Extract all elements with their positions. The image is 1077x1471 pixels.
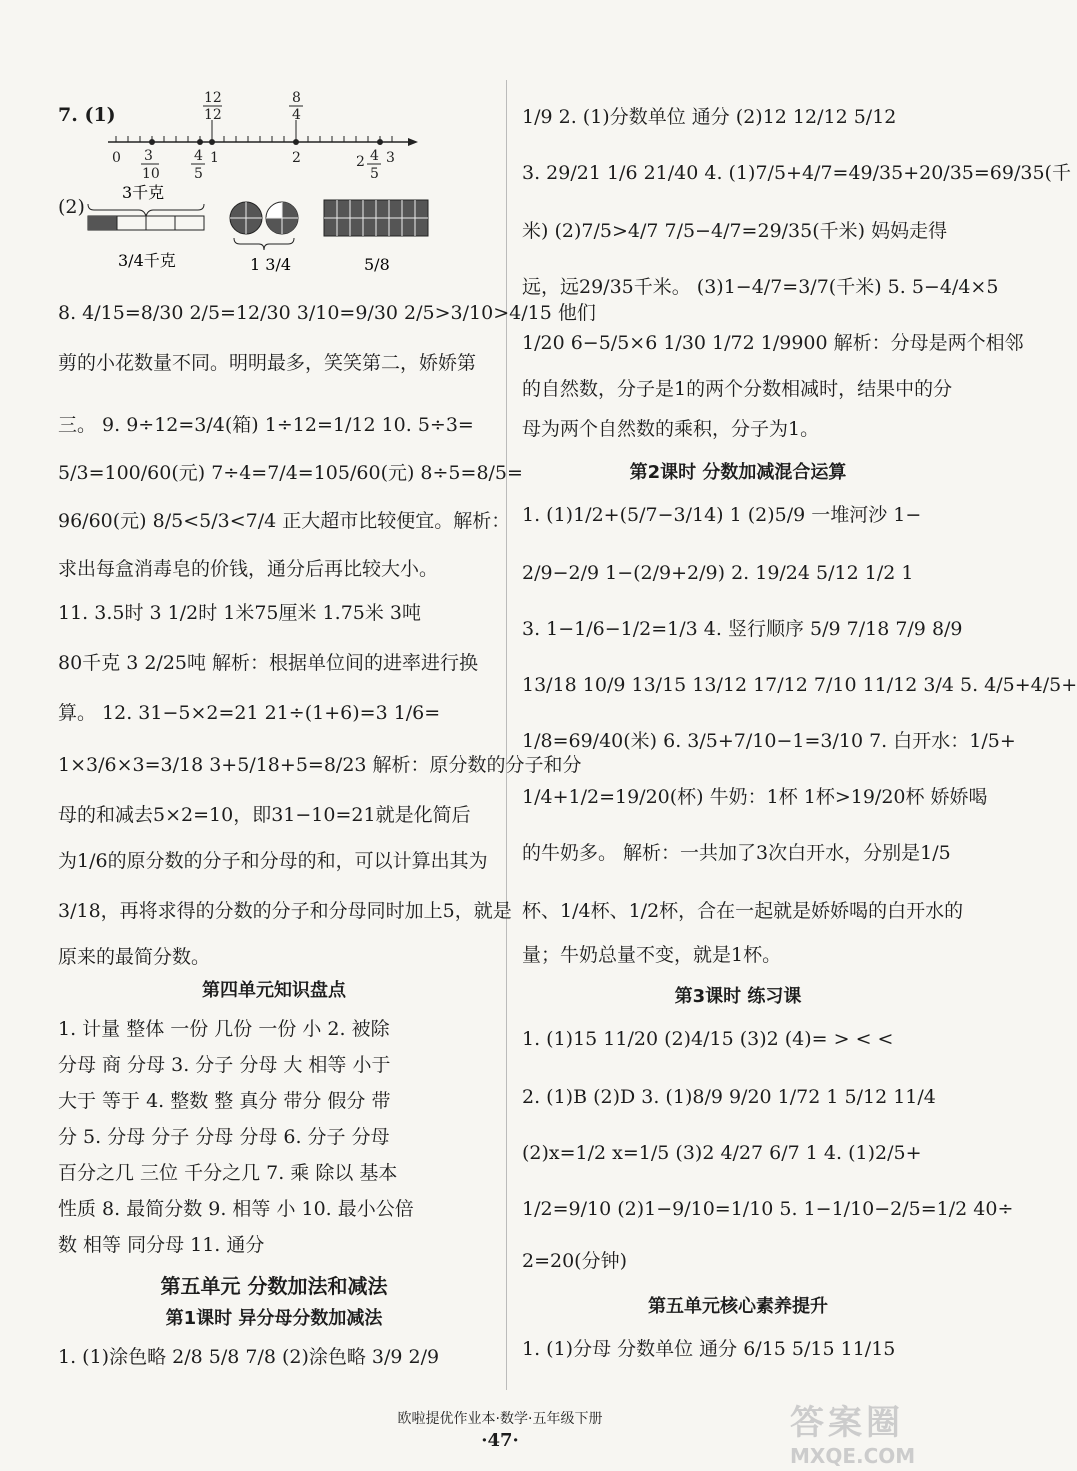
left-line-3: 三。 9. 9÷12=3/4(箱) 1÷12=1/12 10. 5÷3= — [58, 414, 474, 436]
right-a-1: 1/9 2. (1)分数单位 通分 (2)12 12/12 5/12 — [522, 106, 897, 128]
right-c-1: 1. (1)15 11/20 (2)4/15 (3)2 (4)= > < < — [522, 1028, 894, 1050]
right-b-5: 1/8=69/40(米) 6. 3/5+7/10−1=3/10 7. 白开水：1/5+ — [522, 730, 1016, 752]
svg-text:0: 0 — [112, 150, 121, 166]
watermark-line1: 答案圈 — [790, 1403, 904, 1443]
right-b-4: 13/18 10/9 13/15 13/12 17/12 7/10 11/12 3/4 5. 4/5+4/5+ — [522, 674, 1077, 696]
right-a-3: 米) (2)7/5>4/7 7/5−4/7=29/35(千米) 妈妈走得 — [522, 220, 948, 242]
section-unit4-title: 第四单元知识盘点 — [202, 980, 346, 1001]
right-b-8: 杯、1/4杯、1/2杯，合在一起就是娇娇喝的白开水的 — [522, 900, 964, 922]
q7-2-label: (2) — [58, 196, 85, 218]
left-line-4: 5/3=100/60(元) 7÷4=7/4=105/60(元) 8÷5=8/5= — [58, 462, 523, 484]
left-line-2: 剪的小花数量不同。明明最多，笑笑第二，娇娇第 — [58, 352, 477, 374]
watermark-line2: MXQE.COM — [790, 1444, 916, 1468]
svg-text:5: 5 — [194, 166, 203, 182]
core-q1: 1. (1)分母 分数单位 通分 6/15 5/15 11/15 — [522, 1338, 896, 1360]
footer-book-title: 欧啦提优作业本·数学·五年级下册 — [397, 1411, 603, 1427]
left-line-12: 为1/6的原分数的分子和分母的和，可以计算出其为 — [58, 850, 488, 872]
lesson1-title: 第1课时 异分母分数加减法 — [165, 1308, 383, 1329]
svg-text:12: 12 — [204, 90, 222, 106]
right-b-3: 3. 1−1/6−1/2=1/3 4. 竖行顺序 5/9 7/18 7/9 8/9 — [522, 618, 963, 640]
right-b-1: 1. (1)1/2+(5/7−3/14) 1 (2)5/9 一堆河沙 1− — [522, 504, 922, 526]
svg-text:2: 2 — [292, 150, 301, 166]
unit4-line-5: 百分之几 三位 千分之几 7. 乘 除以 基本 — [58, 1162, 398, 1184]
fig-58: 5/8 — [364, 255, 390, 274]
svg-text:12: 12 — [204, 107, 222, 123]
number-line-figure — [108, 90, 428, 180]
left-line-13: 3/18，再将求得的分数的分子和分母同时加上5，就是 — [58, 900, 512, 922]
core-title: 第五单元核心素养提升 — [648, 1296, 828, 1317]
fraction-figures — [84, 182, 524, 282]
right-b-2: 2/9−2/9 1−(2/9+2/9) 2. 19/24 5/12 1/2 1 — [522, 562, 914, 584]
right-c-2: 2. (1)B (2)D 3. (1)8/9 9/20 1/72 1 5/12 11/4 — [522, 1086, 936, 1108]
left-line-5: 96/60(元) 8/5<5/3<7/4 正大超市比较便宜。解析： — [58, 510, 511, 532]
unit4-line-3: 大于 等于 4. 整数 整 真分 带分 假分 带 — [58, 1090, 391, 1112]
fig-1-34: 1 3/4 — [250, 255, 292, 274]
watermark-logo — [790, 1395, 980, 1467]
unit4-line-7: 数 相等 同分母 11. 通分 — [58, 1234, 265, 1256]
unit4-line-6: 性质 8. 最简分数 9. 相等 小 10. 最小公倍 — [58, 1198, 414, 1220]
svg-text:4: 4 — [194, 148, 203, 164]
svg-text:1: 1 — [210, 150, 219, 166]
right-c-3: (2)x=1/2 x=1/5 (3)2 4/27 6/7 1 4. (1)2/5+ — [522, 1142, 922, 1164]
left-line-14: 原来的最简分数。 — [58, 946, 211, 968]
q7-label: 7. (1) — [58, 104, 116, 126]
lesson2-title: 第2课时 分数加减混合运算 — [629, 462, 847, 483]
lesson1-q1: 1. (1)涂色略 2/8 5/8 7/8 (2)涂色略 3/9 2/9 — [58, 1346, 440, 1368]
section-unit5-title: 第五单元 分数加法和减法 — [160, 1274, 388, 1298]
right-a-7: 母为两个自然数的乘积，分子为1。 — [522, 418, 820, 440]
svg-text:2: 2 — [356, 154, 365, 170]
svg-text:8: 8 — [292, 90, 301, 106]
svg-text:3: 3 — [386, 150, 395, 166]
left-line-7: 11. 3.5时 3 1/2时 1米75厘米 1.75米 3吨 — [58, 602, 421, 624]
svg-text:4: 4 — [370, 148, 379, 164]
right-c-5: 2=20(分钟) — [522, 1250, 628, 1272]
svg-text:3: 3 — [144, 148, 153, 164]
unit4-line-1: 1. 计量 整体 一份 几份 一份 小 2. 被除 — [58, 1018, 390, 1040]
unit4-line-4: 分 5. 分母 分子 分母 分母 6. 分子 分母 — [58, 1126, 390, 1148]
svg-text:4: 4 — [292, 107, 301, 123]
right-a-5: 1/20 6−5/5×6 1/30 1/72 1/9900 解析：分母是两个相邻 — [522, 332, 1024, 354]
fig-34kg: 3/4千克 — [118, 251, 176, 270]
right-c-4: 1/2=9/10 (2)1−9/10=1/10 5. 1−1/10−2/5=1/2 40÷ — [522, 1198, 1014, 1220]
left-line-6: 求出每盒消毒皂的价钱，通分后再比较大小。 — [58, 558, 439, 580]
left-line-8: 80千克 3 2/25吨 解析：根据单位间的进率进行换 — [58, 652, 479, 674]
unit4-line-2: 分母 商 分母 3. 分子 分母 大 相等 小于 — [58, 1054, 391, 1076]
left-line-9: 算。 12. 31−5×2=21 21÷(1+6)=3 1/6= — [58, 702, 441, 724]
right-a-4: 远，远29/35千米。 (3)1−4/7=3/7(千米) 5. 5−4/4×5 — [522, 276, 999, 298]
right-b-7: 的牛奶多。 解析：一共加了3次白开水，分别是1/5 — [522, 842, 951, 864]
right-b-9: 量；牛奶总量不变，就是1杯。 — [522, 944, 782, 966]
left-line-10: 1×3/6×3=3/18 3+5/18+5=8/23 解析：原分数的分子和分 — [58, 754, 582, 776]
left-line-11: 母的和减去5×2=10，即31−10=21就是化简后 — [58, 804, 471, 826]
right-a-2: 3. 29/21 1/6 21/40 4. (1)7/5+4/7=49/35+20/35=69/35(千 — [522, 162, 1071, 184]
svg-text:5: 5 — [370, 166, 379, 182]
lesson3-title: 第3课时 练习课 — [674, 986, 802, 1007]
right-a-6: 的自然数，分子是1的两个分数相减时，结果中的分 — [522, 378, 953, 400]
left-line-1: 8. 4/15=8/30 2/5=12/30 3/10=9/30 2/5>3/10>4/15 他们 — [58, 302, 596, 324]
svg-text:10: 10 — [142, 166, 160, 182]
fig-3kg: 3千克 — [122, 183, 165, 202]
right-b-6: 1/4+1/2=19/20(杯) 牛奶：1杯 1杯>19/20杯 娇娇喝 — [522, 786, 988, 808]
page-number: ·47· — [481, 1430, 519, 1451]
